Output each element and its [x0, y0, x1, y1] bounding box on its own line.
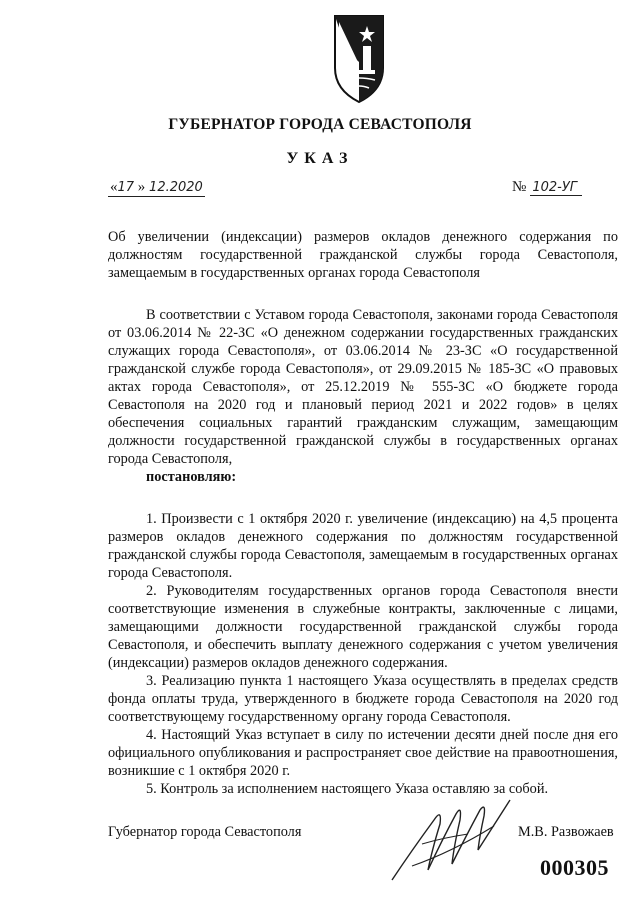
- date-field: [108, 179, 205, 197]
- item-3: 3. Реализацию пункта 1 настоящего Указа осуществлять в пределах средств фонда оплаты труда, утвержденного в бюджете города Севастополя на 2020 год соответствующему государственному органу города Севастополя.: [108, 673, 618, 725]
- number-label: №: [512, 179, 527, 195]
- quote-open: «: [110, 179, 118, 195]
- spacer: [108, 486, 618, 510]
- document-type: УКАЗ: [286, 150, 354, 167]
- signature-icon: [382, 780, 532, 890]
- signatory-name: М.В. Развожаев: [518, 824, 614, 840]
- date-day: 17: [117, 180, 135, 195]
- item-4: 4. Настоящий Указ вступает в силу по истечении десяти дней после дня его официального опубликования и распространяет свое действие на правоотношения, возникшие с 1 октября 2020 г.: [108, 727, 618, 779]
- preamble: В соответствии с Уставом города Севастополя, законами города Севастополя от 03.06.2014 № 22-ЗС «О денежном содержании государственных гражданских служащих города Севастополя», от 03.06.2014 № 23-ЗС «О государственной гражданской службе города Севастополя», от 29.09.2015 № 185-ЗС «О правовых актах города Севастополя», от 25.12.2019 № 555-ЗС «О бюджете города Севастополя на 2020 год и плановый период 2021 и 2022 годов» в целях обеспечения социальных гарантий гражданским служащим, замещающим должности государственной гражданской службы в государственных органах города Севастополя,: [108, 307, 618, 467]
- number-value: 102-УГ: [530, 180, 582, 196]
- item-2: 2. Руководителям государственных органов города Севастополя внести соответствующие изменения в служебные контракты, заключенные с лицами, замещающими должности государственной гражданской службы города Севастополя, и обеспечить выплату денежного содержания с учетом увеличения (индексации) размеров окладов денежного содержания.: [108, 583, 618, 671]
- decree-word: постановляю:: [146, 469, 237, 485]
- registration-number: 000305: [540, 855, 609, 880]
- decree-subject: Об увеличении (индексации) размеров окладов денежного содержания по должностям государственной гражданской службы города Севастополя, замещаемым в государственных органах города Севастополя: [108, 229, 618, 281]
- decree-body: [108, 306, 618, 798]
- decree-date: [108, 179, 205, 197]
- signatory-title: Губернатор города Севастополя: [108, 824, 302, 840]
- quote-close: »: [137, 179, 146, 195]
- item-5: 5. Контроль за исполнением настоящего Указа оставляю за собой.: [146, 781, 549, 797]
- date-month-year: 12.2020: [149, 180, 203, 195]
- decree-number: [512, 179, 582, 196]
- item-1: 1. Произвести с 1 октября 2020 г. увеличение (индексацию) на 4,5 процента размеров окладов денежного содержания по должностям государственной гражданской службы города Севастополя, замещаемым в государственных органах города Севастополя.: [108, 511, 618, 581]
- issuing-authority: ГУБЕРНАТОР ГОРОДА СЕВАСТОПОЛЯ: [168, 116, 472, 133]
- coat-of-arms-icon: [329, 12, 389, 104]
